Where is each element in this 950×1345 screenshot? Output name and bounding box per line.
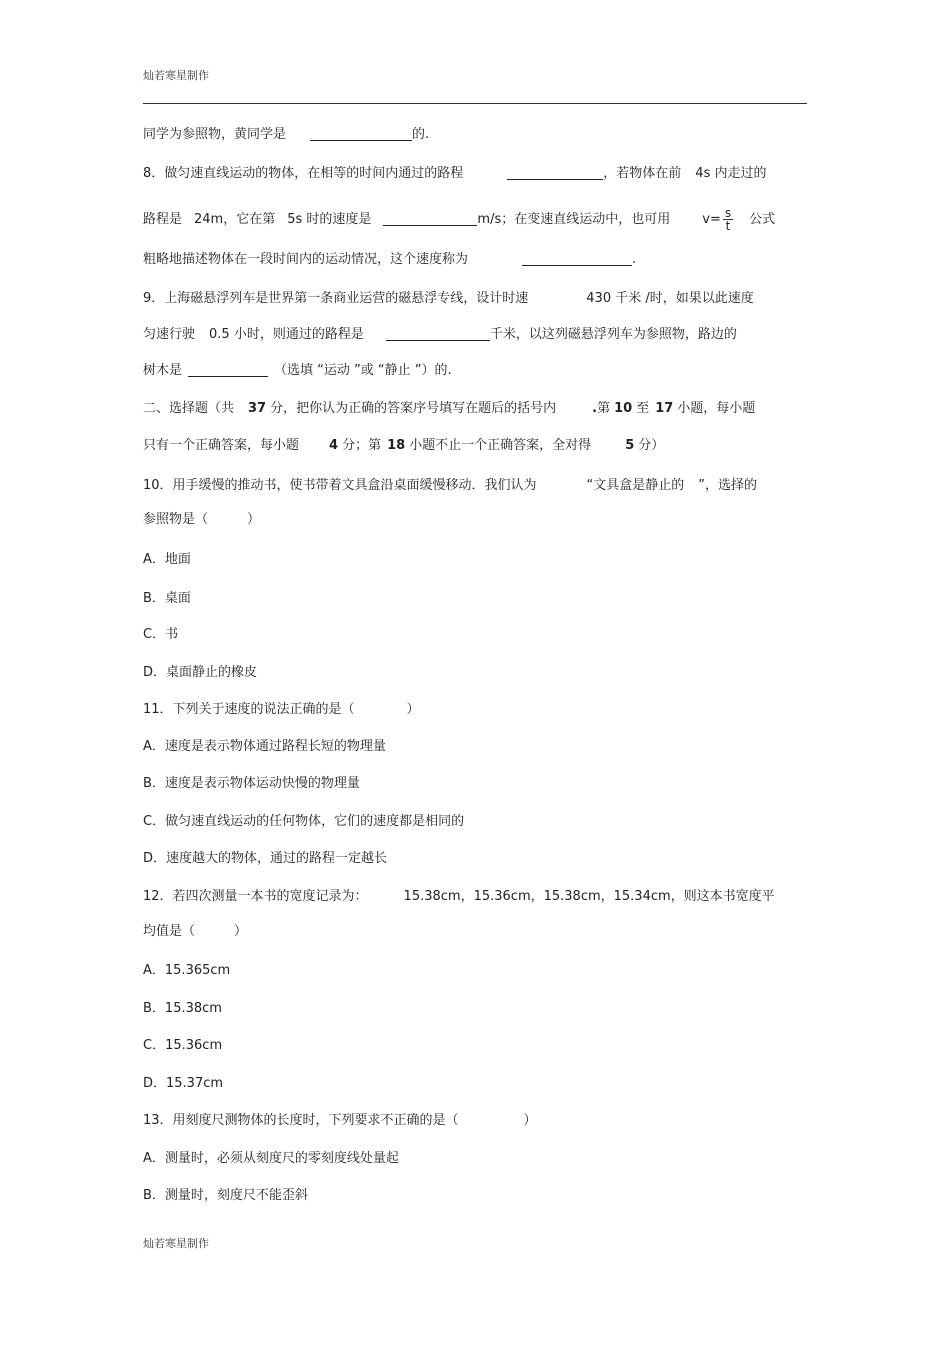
q13-stem: 13．用刻度尺测物体的长度时，下列要求不正确的是（ ）	[143, 1113, 537, 1128]
q10-option-c[interactable]: C．书	[143, 627, 179, 642]
q7-text-end: 的.	[412, 127, 430, 142]
q11-option-c[interactable]: C．做匀速直线运动的任何物体，它们的速度都是相同的	[143, 814, 465, 829]
q13-option-a[interactable]: A．测量时，必须从刻度尺的零刻度线处量起	[143, 1151, 399, 1166]
q8-line-2: 路程是 24m，它在第 5s 时的速度是 m/s；在变速直线运动中，也可用 v= $\frac{s}{t}$ 公式	[143, 206, 776, 233]
q11-option-a[interactable]: A．速度是表示物体通过路程长短的物理量	[143, 739, 386, 754]
q9-line-1: 9．上海磁悬浮列车是世界第一条商业运营的磁悬浮专线，设计时速 430 千米 /时，如果以此速度	[143, 291, 754, 306]
section-2-heading-2: 只有一个正确答案，每小题 4 分；第 18 小题不止一个正确答案，全对得 5 分）	[143, 438, 665, 453]
q9-answer-blank-1[interactable]	[386, 326, 490, 341]
q13-option-b[interactable]: B．测量时，刻度尺不能歪斜	[143, 1188, 308, 1203]
header-rule	[143, 103, 807, 104]
section-2-heading-1: 二、选择题（共 37 分，把你认为正确的答案序号填写在题后的括号内 .第 10 至 17 小题，每小题	[143, 401, 756, 416]
q11-option-d[interactable]: D．速度越大的物体，通过的路程一定越长	[143, 851, 388, 866]
q10-option-d[interactable]: D．桌面静止的橡皮	[143, 665, 258, 680]
q9-line-3: 树木是 （选填 “运动 ”或 “静止 ”）的.	[143, 363, 452, 378]
page-footer: 灿若寒星制作	[143, 1237, 209, 1250]
q9-line-2: 匀速行驶 0.5 小时，则通过的路程是 千米，以这列磁悬浮列车为参照物，路边的	[143, 327, 737, 342]
q8-answer-blank-2[interactable]	[383, 211, 477, 226]
q10-option-a[interactable]: A．地面	[143, 552, 191, 567]
q10-stem-1: 10．用手缓慢的推动书，使书带着文具盒沿桌面缓慢移动．我们认为 “文具盒是静止的 ”，选择的	[143, 478, 758, 493]
q12-option-b[interactable]: B．15.38cm	[143, 1001, 222, 1016]
q12-stem-2: 均值是（ ）	[143, 924, 248, 939]
q9-answer-blank-2[interactable]	[188, 362, 268, 377]
q12-stem-1: 12．若四次测量一本书的宽度记录为： 15.38cm，15.36cm，15.38cm，15.34cm，则这本书宽度平	[143, 889, 775, 904]
q8-line-1: 8．做匀速直线运动的物体，在相等的时间内通过的路程 ，若物体在前 4s 内走过的	[143, 166, 767, 181]
page-header: 灿若寒星制作	[143, 69, 209, 82]
q7-line	[143, 126, 807, 144]
q8-answer-blank-1[interactable]	[507, 165, 603, 180]
q12-option-c[interactable]: C．15.36cm	[143, 1038, 223, 1053]
q12-option-a[interactable]: A．15.365cm	[143, 963, 231, 978]
q8-answer-blank-3[interactable]	[522, 251, 632, 266]
q8-line-3: 粗略地描述物体在一段时间内的运动情况，这个速度称为 .	[143, 252, 637, 267]
q12-option-d[interactable]: D．15.37cm	[143, 1076, 224, 1091]
q11-option-b[interactable]: B．速度是表示物体运动快慢的物理量	[143, 776, 360, 791]
q7-text: 同学为参照物，黄同学是	[143, 127, 287, 142]
q10-option-b[interactable]: B．桌面	[143, 591, 191, 606]
q11-stem: 11．下列关于速度的说法正确的是（ ）	[143, 702, 420, 717]
q7-answer-blank[interactable]	[310, 126, 412, 141]
velocity-fraction: $\frac{s}{t}$	[724, 206, 732, 233]
q10-stem-2: 参照物是（ ）	[143, 512, 261, 527]
